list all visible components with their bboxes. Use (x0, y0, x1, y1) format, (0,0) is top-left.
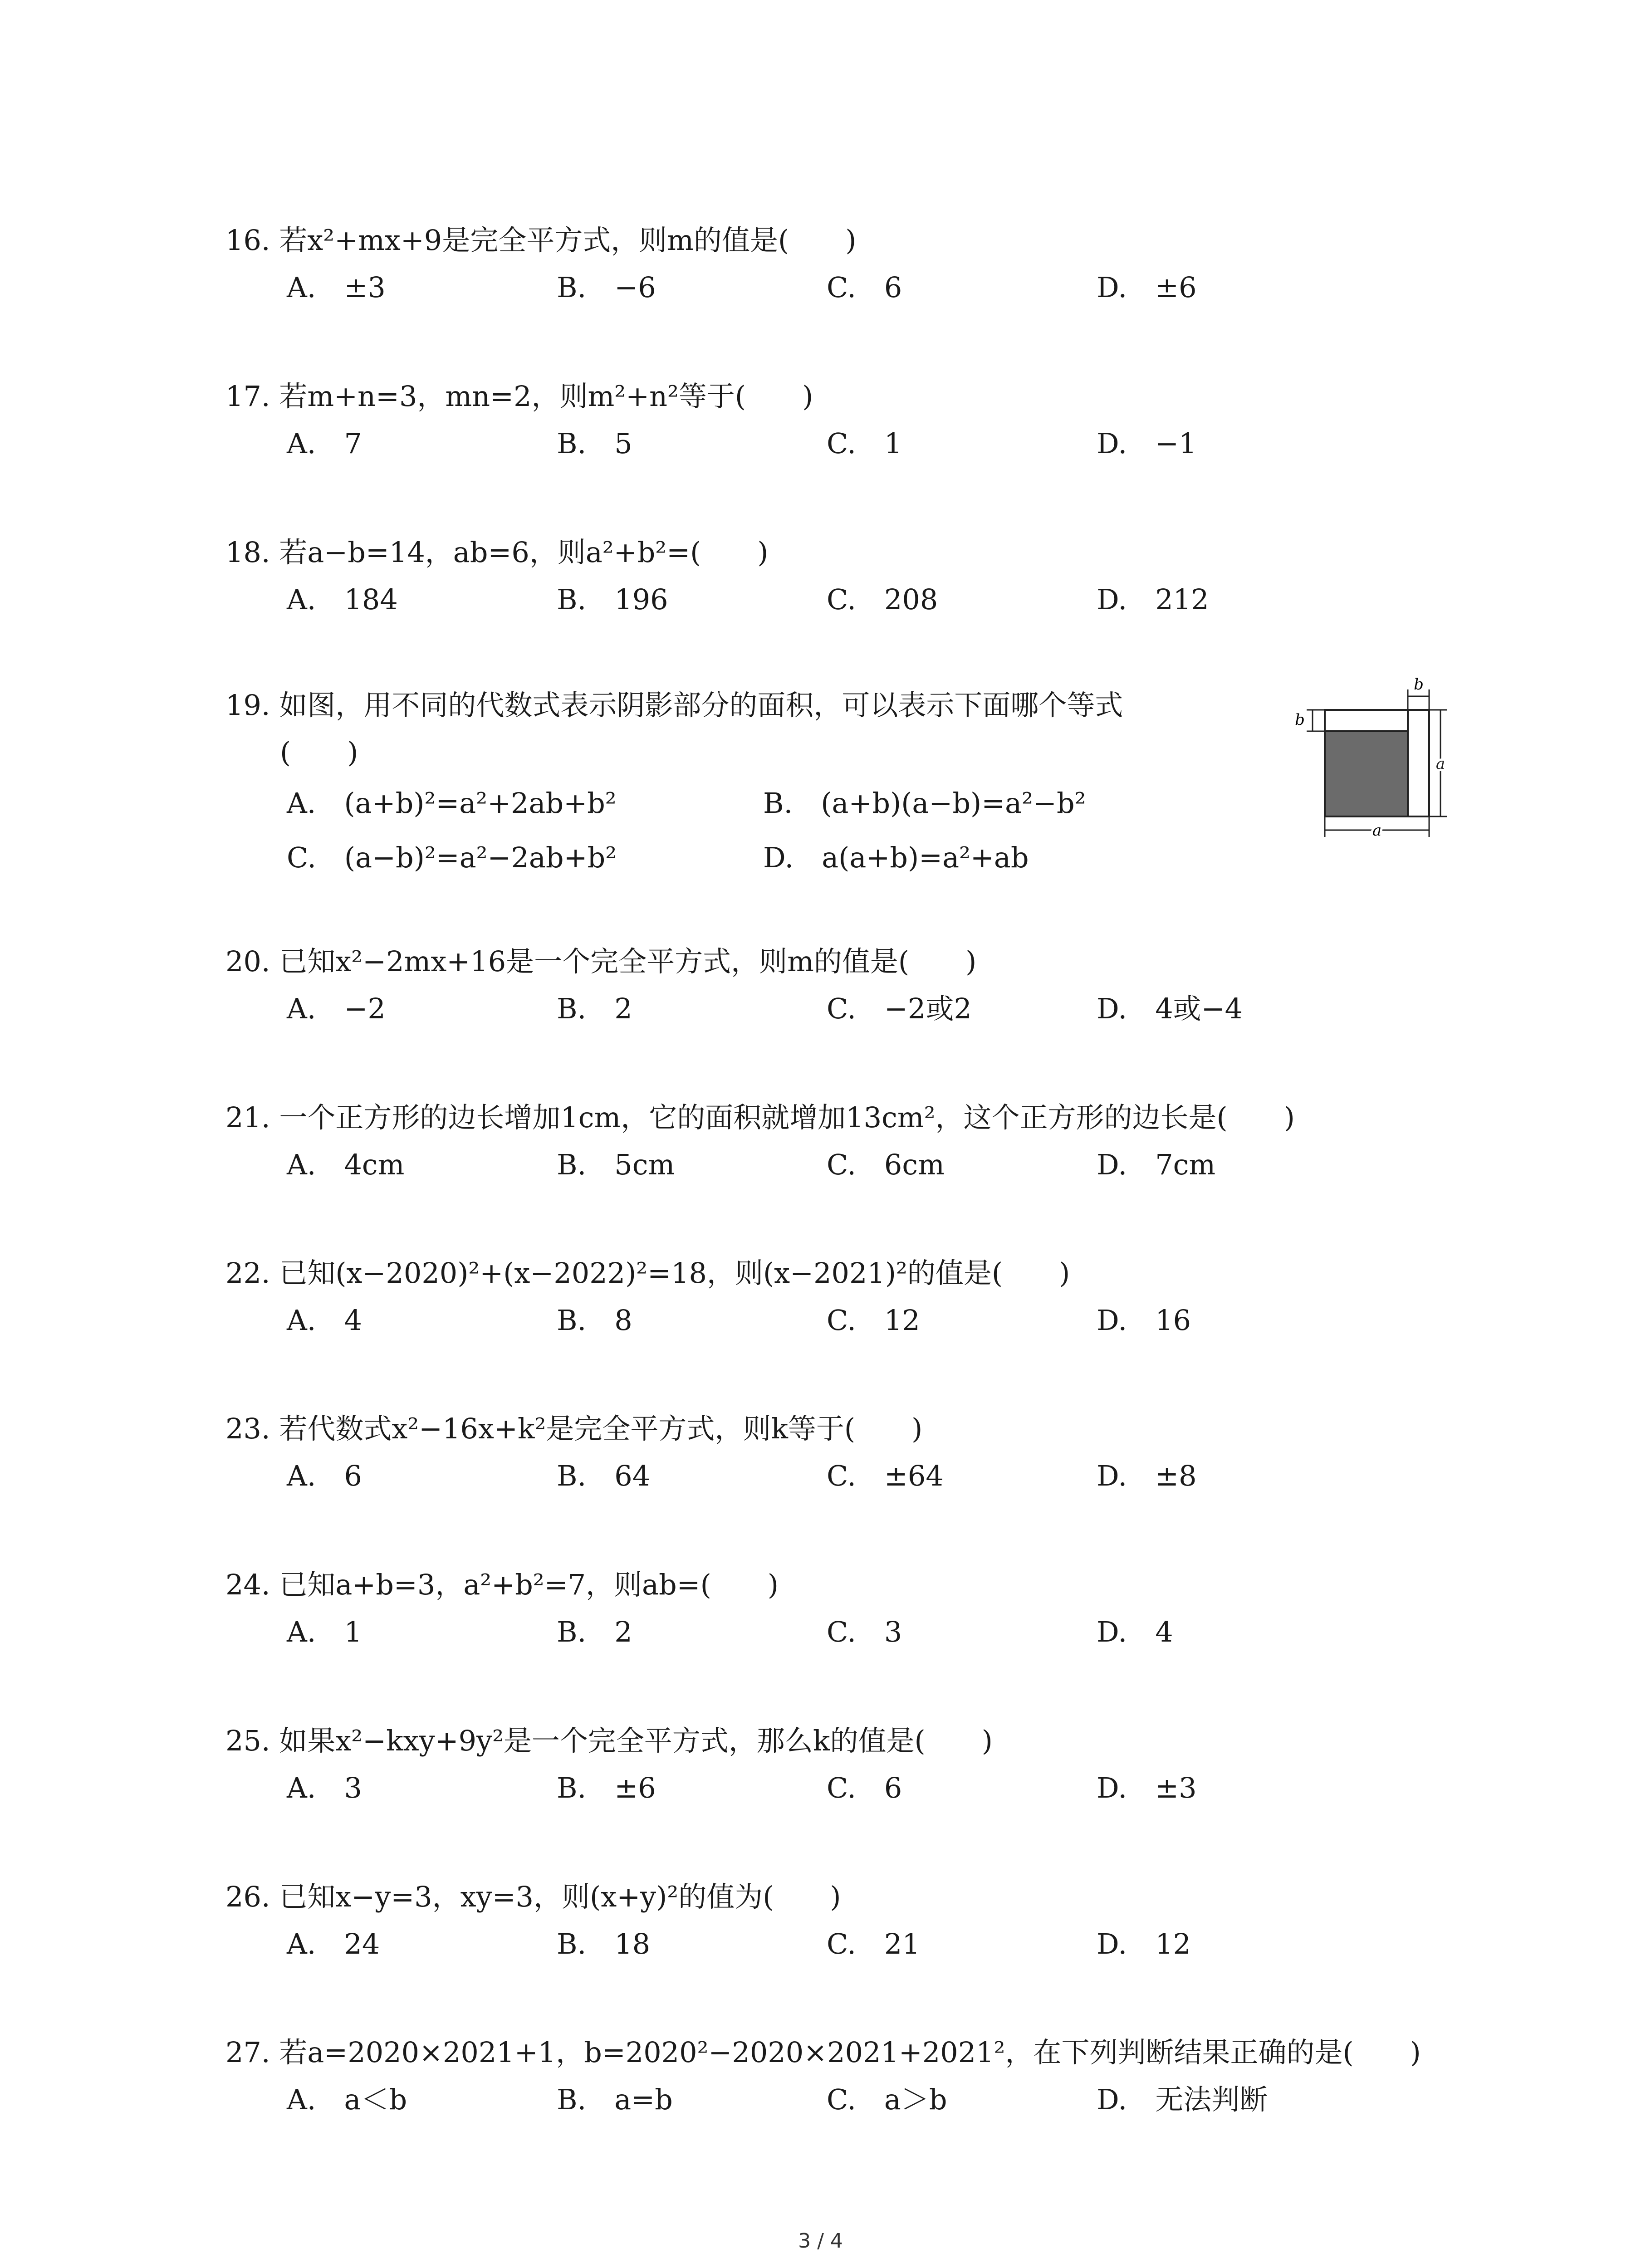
option-a[interactable]: A. 7 (287, 427, 362, 460)
options-row (225, 1452, 1405, 1500)
option-c[interactable]: C. ±64 (827, 1459, 944, 1492)
question-stem: 22. 已知(x−2020)²+(x−2022)²=18，则(x−2021)²的值是( ) (225, 1256, 1070, 1290)
question-stem: 16. 若x²+mx+9是完全平方式，则m的值是( ) (225, 224, 857, 257)
question-stem: 24. 已知a+b=3，a²+b²=7，则ab=( ) (225, 1568, 779, 1601)
option-a[interactable]: A. ±3 (287, 271, 386, 304)
question-26 (225, 1873, 1405, 1968)
option-c[interactable]: C. 6cm (827, 1148, 945, 1181)
question-stem: 18. 若a−b=14，ab=6，则a²+b²=( ) (225, 536, 769, 569)
question-stem: 17. 若m+n=3，mn=2，则m²+n²等于( ) (225, 380, 813, 413)
option-d[interactable]: D. 16 (1097, 1304, 1191, 1337)
options-row (225, 985, 1405, 1032)
option-a[interactable]: A. 3 (287, 1771, 362, 1804)
option-a[interactable]: A. −2 (287, 992, 386, 1025)
option-c[interactable]: C. 21 (827, 1927, 920, 1960)
option-d[interactable]: D. −1 (1097, 427, 1197, 460)
option-d[interactable]: D. 无法判断 (1097, 2083, 1268, 2116)
option-a[interactable]: A. a＜b (287, 2083, 407, 2116)
page-number: 3 / 4 (798, 2229, 843, 2253)
option-d[interactable]: D. ±6 (1097, 271, 1197, 304)
option-c[interactable]: C. (a−b)²=a²−2ab+b² (287, 841, 617, 874)
option-d[interactable]: D. 4或−4 (1097, 992, 1243, 1025)
options-row (225, 776, 1405, 831)
label-a-right: a (1435, 755, 1445, 773)
option-a[interactable]: A. 6 (287, 1459, 362, 1492)
options-row (225, 264, 1405, 311)
option-b[interactable]: B. 64 (557, 1459, 651, 1492)
options-row (225, 2076, 1405, 2123)
question-20 (225, 938, 1405, 1032)
question-stem: 21. 一个正方形的边长增加1cm，它的面积就增加13cm²，这个正方形的边长是( ) (225, 1101, 1295, 1134)
options-row (225, 576, 1405, 623)
options-row (225, 1608, 1405, 1656)
question-18 (225, 529, 1405, 623)
option-a[interactable]: A. (a+b)²=a²+2ab+b² (287, 787, 617, 820)
option-b[interactable]: B. (a+b)(a−b)=a²−b² (763, 787, 1086, 820)
square-area-figure (1286, 676, 1450, 848)
option-d[interactable]: D. ±8 (1097, 1459, 1197, 1492)
option-b[interactable]: B. 8 (557, 1304, 632, 1337)
question-23 (225, 1405, 1405, 1500)
option-d[interactable]: D. 12 (1097, 1927, 1191, 1960)
option-b[interactable]: B. 2 (557, 1615, 632, 1648)
question-16 (225, 217, 1405, 311)
option-d[interactable]: D. a(a+b)=a²+ab (763, 841, 1029, 874)
question-stem: 27. 若a=2020×2021+1，b=2020²−2020×2021+2021²，在下列判断结果正确的是( ) (225, 2036, 1421, 2069)
option-c[interactable]: C. a＞b (827, 2083, 947, 2116)
shaded-region (1325, 731, 1408, 816)
option-a[interactable]: A. 4 (287, 1304, 362, 1337)
question-19 (225, 682, 1405, 885)
question-22 (225, 1250, 1405, 1344)
option-b[interactable]: B. 5cm (557, 1148, 675, 1181)
option-c[interactable]: C. 1 (827, 427, 902, 460)
option-c[interactable]: C. −2或2 (827, 992, 972, 1025)
options-row (225, 420, 1405, 467)
question-17 (225, 373, 1405, 467)
option-c[interactable]: C. 3 (827, 1615, 902, 1648)
option-a[interactable]: A. 24 (287, 1927, 380, 1960)
option-b[interactable]: B. −6 (557, 271, 656, 304)
question-stem: 25. 如果x²−kxy+9y²是一个完全平方式，那么k的值是( ) (225, 1724, 993, 1757)
question-27 (225, 2029, 1421, 2123)
question-stem: 26. 已知x−y=3，xy=3，则(x+y)²的值为( ) (225, 1880, 841, 1913)
option-d[interactable]: D. 4 (1097, 1615, 1173, 1648)
question-24 (225, 1561, 1405, 1656)
option-d[interactable]: D. 7cm (1097, 1148, 1216, 1181)
question-21 (225, 1094, 1405, 1188)
label-b-top: b (1414, 676, 1424, 694)
label-a-bottom: a (1372, 821, 1382, 840)
options-row (225, 1297, 1405, 1344)
question-stem-continued: ( ) (280, 736, 358, 769)
option-b[interactable]: B. 5 (557, 427, 632, 460)
option-d[interactable]: D. 212 (1097, 583, 1209, 616)
question-stem: 19. 如图，用不同的代数式表示阴影部分的面积，可以表示下面哪个等式 (225, 689, 1123, 722)
option-c[interactable]: C. 208 (827, 583, 938, 616)
options-row (225, 1921, 1405, 1968)
option-c[interactable]: C. 12 (827, 1304, 920, 1337)
option-a[interactable]: A. 4cm (287, 1148, 405, 1181)
option-b[interactable]: B. ±6 (557, 1771, 656, 1804)
question-stem: 20. 已知x²−2mx+16是一个完全平方式，则m的值是( ) (225, 945, 977, 978)
options-row (225, 1141, 1405, 1188)
option-a[interactable]: A. 184 (287, 583, 398, 616)
question-25 (225, 1717, 1405, 1812)
option-d[interactable]: D. ±3 (1097, 1771, 1197, 1804)
option-b[interactable]: B. 2 (557, 992, 632, 1025)
options-row (225, 1765, 1405, 1812)
option-b[interactable]: B. a=b (557, 2083, 673, 2116)
label-b-left: b (1295, 711, 1305, 729)
option-c[interactable]: C. 6 (827, 271, 902, 304)
question-stem: 23. 若代数式x²−16x+k²是完全平方式，则k等于( ) (225, 1412, 923, 1445)
options-row (225, 831, 1405, 885)
option-b[interactable]: B. 18 (557, 1927, 651, 1960)
option-b[interactable]: B. 196 (557, 583, 668, 616)
option-c[interactable]: C. 6 (827, 1771, 902, 1804)
option-a[interactable]: A. 1 (287, 1615, 362, 1648)
